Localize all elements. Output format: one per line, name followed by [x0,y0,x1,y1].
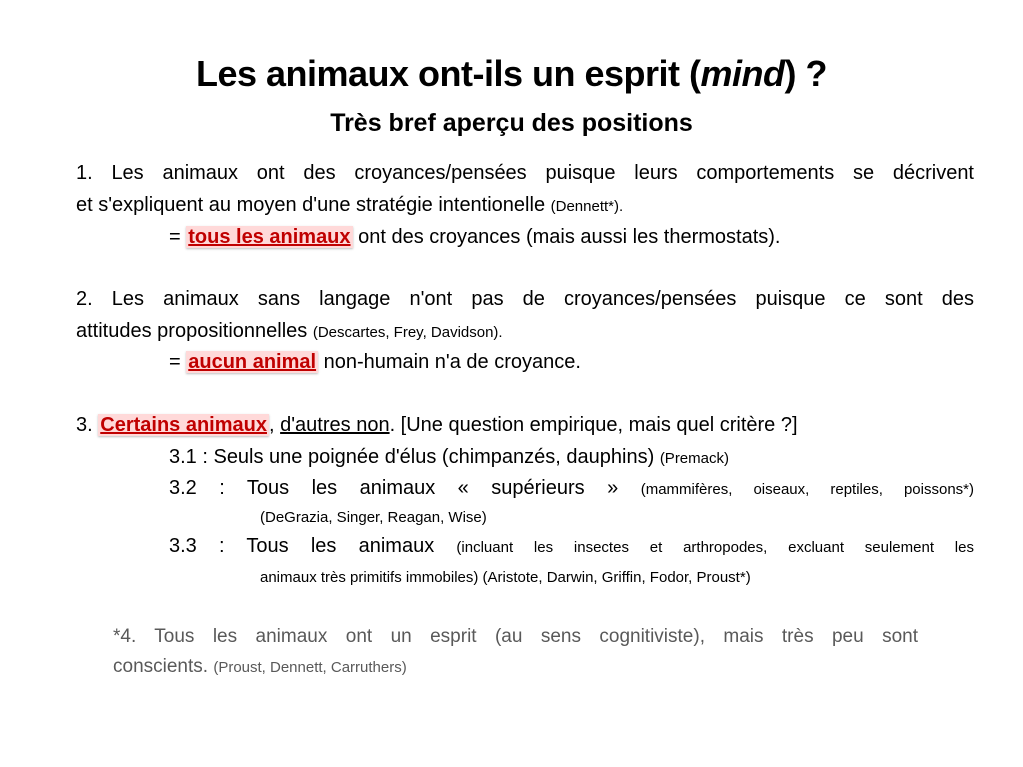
subpoint-3-1-reference: (Premack) [659,450,729,467]
point-1-conclusion-text: ont des croyances (mais aussi les thermostats). [352,226,781,248]
subpoint-3-2 [169,473,974,505]
title-prefix: Les animaux ont-ils un esprit ( [195,53,701,94]
point-1-line-1: 1. Les animaux ont des croyances/pensées puisque leurs comportements se décrivent [76,162,974,184]
underlined-dautres-non: d'autres non [280,414,390,436]
subpoint-3-1 [169,442,729,474]
subpoint-3-2-text: 3.2 : Tous les animaux « supérieurs » [169,477,619,499]
subpoint-3-3-authors: animaux très primitifs immobiles) (Aristote, Darwin, Griffin, Fodor, Proust*) [260,569,751,586]
point-1-line-2 [76,190,623,222]
point-2-text: attitudes propositionnelles [76,320,308,342]
point-1-conclusion [169,222,780,252]
slide-title [0,50,1023,98]
point-4-line-2 [113,652,407,683]
point-1-reference: (Dennett*). [550,198,624,215]
title-italic-mind: mind [700,53,785,94]
point-4-line-1: *4. Tous les animaux ont un esprit (au sens cognitiviste), mais très peu sont [113,626,918,647]
point-2-conclusion-text: non-humain n'a de croyance. [318,351,581,373]
subpoint-3-3-text: 3.3 : Tous les animaux [169,535,435,557]
point-3-rest: . [Une question empirique, mais quel critère ?] [389,414,798,436]
point-3-line-1 [76,410,798,440]
highlight-aucun-animal: aucun animal [188,351,317,373]
point-2-reference: (Descartes, Frey, Davidson). [312,324,503,341]
point-1-text: et s'expliquent au moyen d'une stratégie intentionelle [76,194,546,216]
subpoint-3-2-authors: (DeGrazia, Singer, Reagan, Wise) [260,509,487,526]
equals-sign: = [169,351,187,373]
title-suffix: ) ? [784,53,828,94]
equals-sign: = [169,226,187,248]
point-3-number: 3. [76,414,99,436]
point-3-comma: , [268,414,281,436]
slide-subtitle: Très bref aperçu des positions [330,109,693,137]
subpoint-3-1-text: 3.1 : Seuls une poignée d'élus (chimpanzés, dauphins) [169,446,655,468]
point-2-line-1: 2. Les animaux sans langage n'ont pas de croyances/pensées puisque ce sont des [76,288,974,310]
subpoint-3-2-reference: (mammifères, oiseaux, reptiles, poissons*) [640,481,974,498]
highlight-tous-les-animaux: tous les animaux [188,226,351,248]
highlight-certains-animaux: Certains animaux [100,414,267,436]
point-4-text: conscients. [113,656,209,677]
point-4-reference: (Proust, Dennett, Carruthers) [213,659,407,676]
subpoint-3-3-reference: (incluant les insectes et arthropodes, excluant seulement les [456,539,974,556]
subpoint-3-3 [169,531,974,563]
point-2-conclusion [169,347,581,377]
point-2-line-2 [76,316,503,348]
